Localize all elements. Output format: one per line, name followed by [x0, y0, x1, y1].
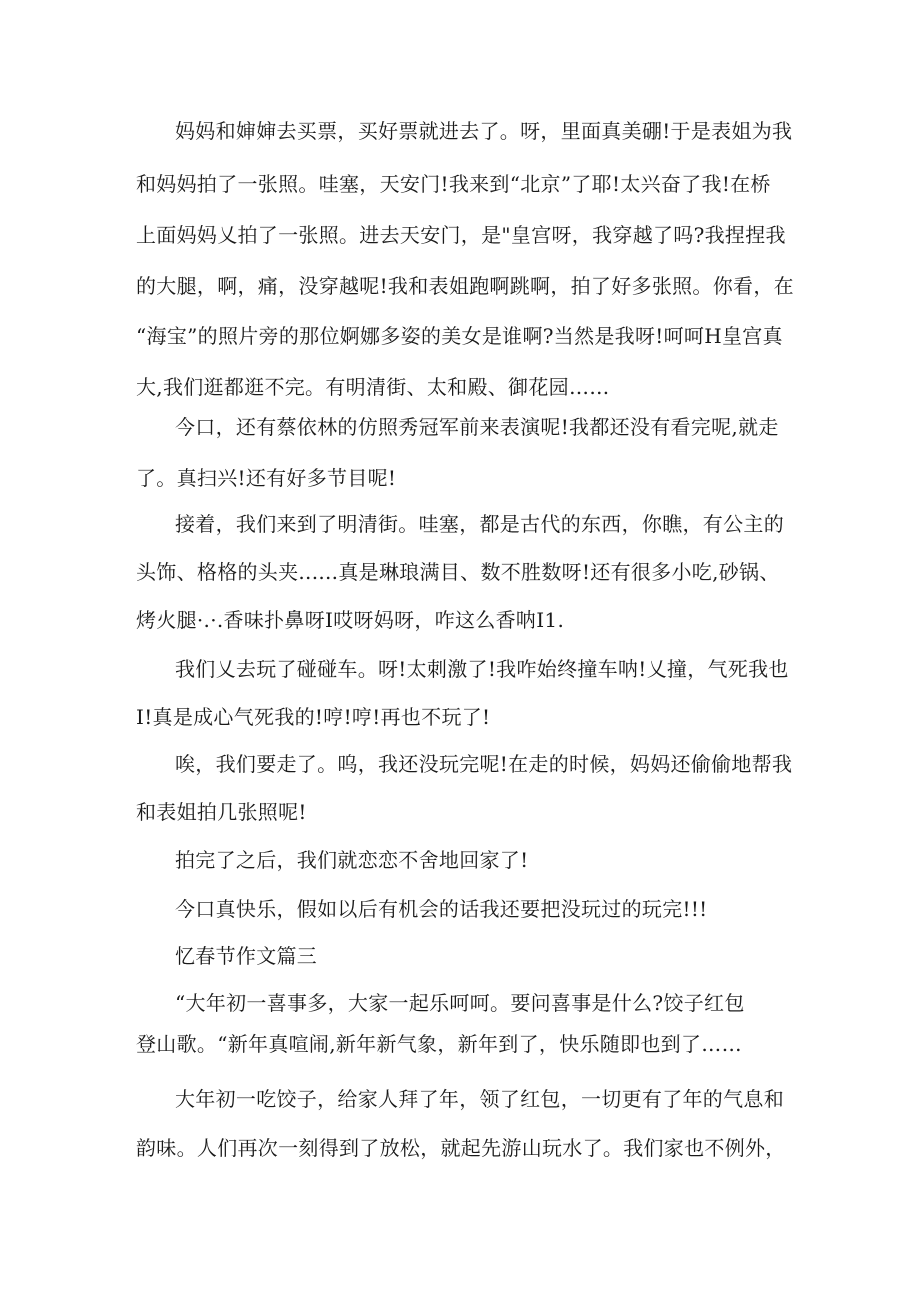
text-line: 头饰、格格的头夹......真是琳琅满目、数不胜数呀!还有很多小吃,砂锅、 [136, 560, 780, 584]
text-line: 妈妈和婶婶去买票，买好票就进去了。呀，里面真美硼!于是表姐为我 [175, 119, 793, 143]
text-line: I!真是成心气死我的!哼!哼!再也不玩了! [136, 705, 491, 729]
text-line: 大年初一吃饺子，给家人拜了年，领了红包，一切更有了年的气息和 [175, 1087, 784, 1111]
text-line: 大,我们逛都逛不完。有明清街、太和殿、御花园…… [136, 375, 610, 399]
text-line: 烤火腿·.·.香味扑鼻呀I哎呀妈呀，咋这么香呐I1. [136, 608, 565, 632]
text-line: 拍完了之后，我们就恋恋不舍地回家了! [175, 848, 529, 872]
text-line: 登山歌。“新年真喧闹,新年新气象，新年到了，快乐随即也到了…… [136, 1032, 742, 1056]
text-line: “海宝”的照片旁的那位婀娜多姿的美女是谁啊?当然是我呀!呵呵H皇宫真 [136, 324, 783, 348]
text-line: 我们乂去玩了碰碰车。呀!太刺激了!我咋始终撞车呐!乂撞，气死我也 [175, 657, 789, 681]
text-line: 和表姐拍几张照呢! [136, 800, 307, 824]
text-line: “大年初一喜事多，大家一起乐呵呵。要问喜事是什么?饺子红包 [175, 991, 745, 1015]
text-line: 接着，我们来到了明清街。哇塞，都是古代的东西，你瞧，有公主的 [175, 512, 784, 536]
section-heading: 忆春节作文篇三 [175, 944, 318, 968]
text-line: 的大腿，啊，痛，没穿越呢!我和表姐跑啊跳啊，拍了好多张照。你看，在 [136, 274, 794, 298]
text-line: 韵味。人们再次一刻得到了放松，就起先游山玩水了。我们家也不例外， [136, 1136, 786, 1160]
text-line: 今口，还有蔡依林的仿照秀冠军前来表演呢!我都还没有看完呢,就走 [175, 415, 779, 439]
text-line: 了。真扫兴!还有好多节目呢! [136, 466, 397, 490]
text-line: 今口真快乐，假如以后有机会的话我还要把没玩过的玩完!!! [175, 897, 708, 921]
text-line: 上面妈妈乂拍了一张照。进去天安门，是"皇宫呀，我穿越了吗?我捏捏我 [136, 223, 786, 247]
text-line: 唉，我们要走了。呜，我还没玩完呢!在走的时候，妈妈还偷偷地帮我 [175, 752, 793, 776]
text-line: 和妈妈拍了一张照。哇塞，天安门!我来到“北京”了耶!太兴奋了我!在桥 [136, 172, 771, 196]
